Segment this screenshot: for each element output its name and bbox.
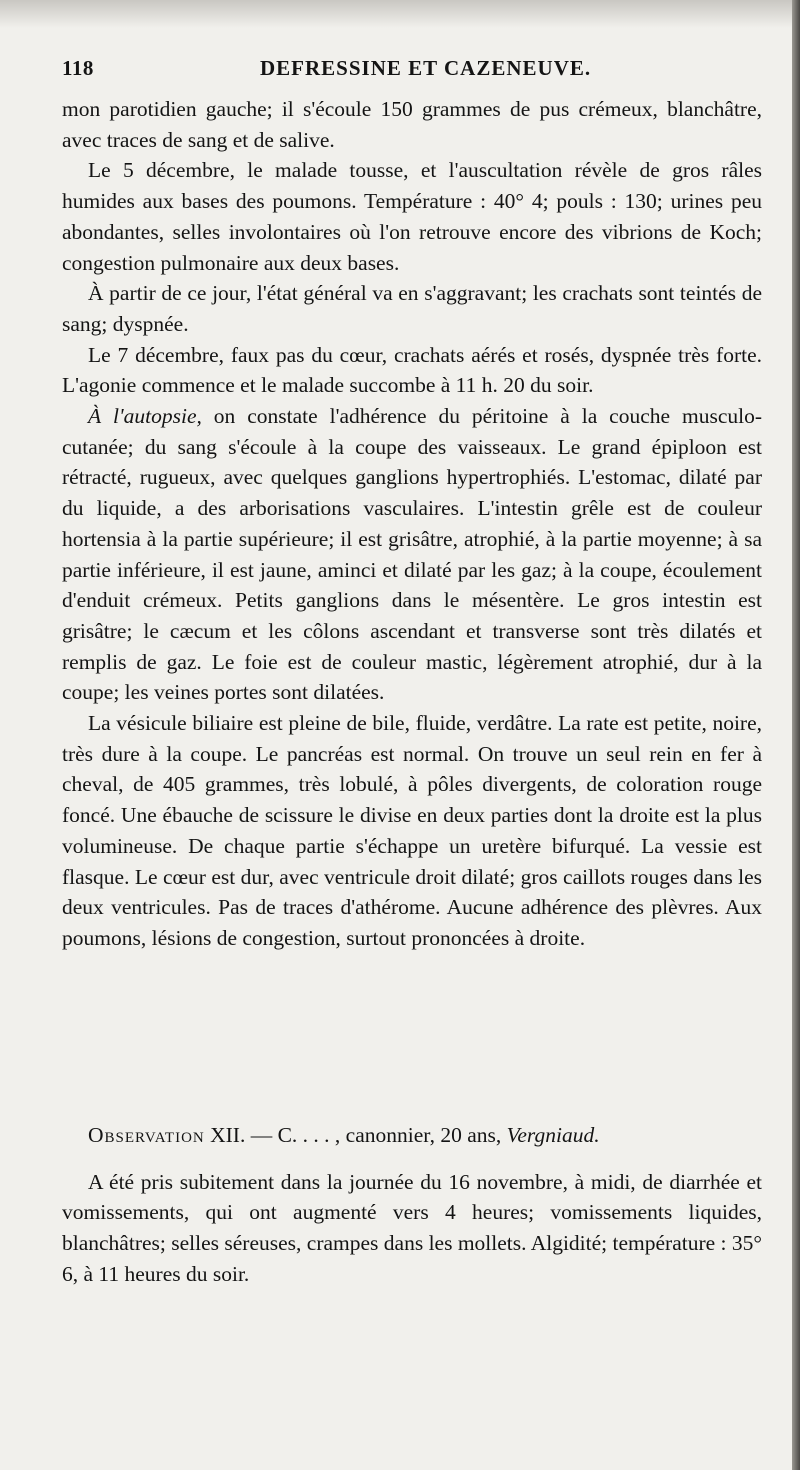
page-header <box>62 56 760 86</box>
paragraph-1: mon parotidien gauche; il s'écoule 150 grammes de pus crémeux, blanchâtre, avec traces de sang et de salive. <box>62 97 762 152</box>
running-head: DEFRESSINE ET CAZENEUVE. <box>260 56 592 80</box>
paragraph-3: À partir de ce jour, l'état général va en s'aggravant; les crachats sont teintés de sang; dyspnée. <box>62 281 762 336</box>
page-number: 118 <box>62 56 94 80</box>
autopsy-text: on constate l'adhérence du péritoine à la couche musculo-cutanée; du sang s'écoule à la coupe des vaisseaux. Le grand épiploon est rétracté, rugueux, avec quelques ganglions hypertrophiés. L'estomac, dilaté par du liquide, a des arborisations vasculaires. L'intestin grêle est de couleur hortensia à la partie supérieure; il est grisâtre, atrophié, à la partie moyenne; à sa partie inférieure, il est jaune, aminci et dilaté par les gaz; à la coupe, écoulement d'enduit crémeux. Petits ganglions dans le mésentère. Le gros intestin est grisâtre; le cæcum et les côlons ascendant et transverse sont très dilatés et remplis de gaz. Le foie est de couleur mastic, légèrement atrophié, dur à la coupe; les veines portes sont dilatées. <box>62 404 763 705</box>
observation-number: XII. <box>210 1123 246 1147</box>
observation-heading <box>62 1120 762 1151</box>
main-text <box>62 94 762 954</box>
scan-right-edge <box>792 0 800 1470</box>
autopsy-lead: À l'autopsie, <box>88 404 202 429</box>
observation-place: Vergniaud. <box>506 1123 600 1147</box>
observation-subject: — C. . . . , canonnier, 20 ans, <box>245 1123 507 1147</box>
paragraph-6: La vésicule biliaire est pleine de bile, fluide, verdâtre. La rate est petite, noire, très dure à la coupe. Le pancréas est normal. On trouve un seul rein en fer à cheval, de 405 grammes, très lobulé, à pôles divergents, de coloration rouge foncé. Une ébauche de scissure le divise en deux parties dont la droite est la plus volumineuse. De chaque partie s'échappe un uretère bifurqué. La vessie est flasque. Le cœur est dur, avec ventricule droit dilaté; gros caillots rouges dans les deux ventricules. Pas de traces d'athérome. Aucune adhérence des plèvres. Aux poumons, lésions de congestion, surtout prononcées à droite. <box>62 711 762 950</box>
paragraph-4: Le 7 décembre, faux pas du cœur, crachats aérés et rosés, dyspnée très forte. L'agonie commence et le malade succombe à 11 h. 20 du soir. <box>62 342 762 398</box>
observation-label: Observation <box>88 1123 205 1147</box>
observation-body: A été pris subitement dans la journée du 16 novembre, à midi, de diarrhée et vomissements, qui ont augmenté vers 4 heures; vomissements liquides, blanchâtres; selles séreuses, crampes dans les mollets. Algidité; température : 35° 6, à 11 heures du soir. <box>62 1169 762 1286</box>
paragraph-autopsy <box>62 401 762 708</box>
paragraph-2: Le 5 décembre, le malade tousse, et l'auscultation révèle de gros râles humides aux bases des poumons. Température : 40° 4; pouls : 130; urines peu abondantes, selles involontaires où l'on retrouve encore des vibrions de Koch; congestion pulmonaire aux deux bases. <box>62 158 762 275</box>
observation-section <box>62 1120 762 1290</box>
scan-top-shadow <box>0 0 800 28</box>
